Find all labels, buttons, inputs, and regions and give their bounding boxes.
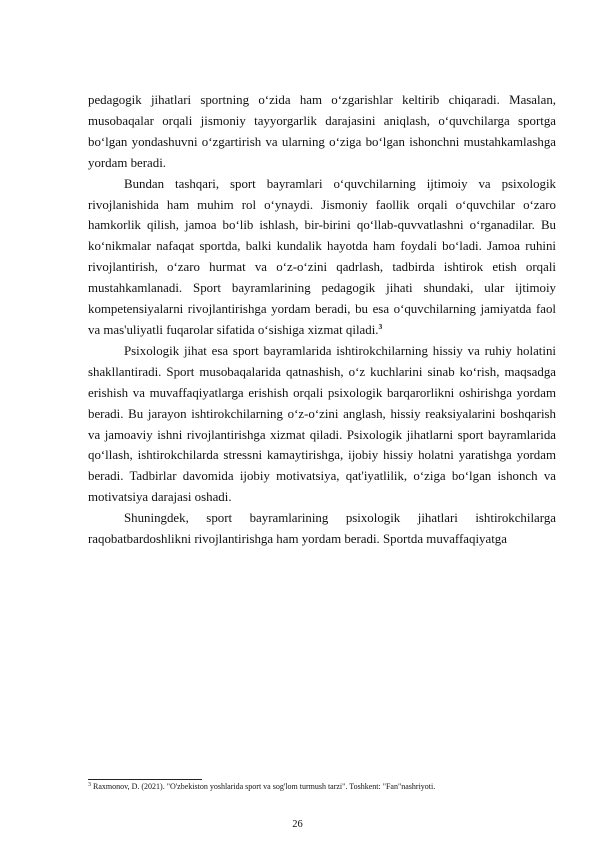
footnote-marker: 3 (88, 782, 91, 788)
footnote-reference[interactable]: 3 (378, 321, 383, 331)
page-number: 26 (292, 819, 303, 830)
body-text (88, 90, 556, 550)
paragraph-competitiveness: Shuningdek, sport bayramlarining psixologik jihatlari ishtirokchilarga raqobatbardoshlikni rivojlantirishga ham yordam beradi. Sportda muvaffaqiyatga (88, 511, 556, 547)
paragraph-psychological-aspect: Psixologik jihat esa sport bayramlarida ishtirokchilarning hissiy va ruhiy holatini shakllantiradi. Sport musobaqalarida qatnashish, o‘z kuchlarini sinab ko‘rish, maqsadga erishish va muvaffaqiyatlarga erishish orqali psixologik barqarorlikni oshirishga yordam beradi. Bu jarayon ishtirokchilarning o‘z-o‘zini anglash, hissiy reaksiyalarini boshqarish va jamoaviy ishni rivojlantirishga xizmat qiladi. Psixologik jihatlarni sport bayramlarida qo‘llash, ishtirokchilarda stressni kamaytirishga, ijobiy hissiy holatni yaratishga yordam beradi. Tadbirlar davomida ijobiy motivatsiya, qat'iyatlilik, o‘ziga bo‘lgan ishonch va motivatsiya darajasi oshadi. (88, 343, 556, 505)
paragraph-continuation: pedagogik jihatlari sportning o‘zida ham o‘zgarishlar keltirib chiqaradi. Masalan, musobaqalar orqali jismoniy tayyorgarlik darajasini aniqlash, o‘quvchilarga sportga bo‘lgan yondashuvni o‘zgartirish va ularning o‘ziga bo‘lgan ishonchni mustahkamlashga yordam beradi. (88, 93, 556, 170)
paragraph-social-development (88, 174, 556, 341)
footnote-text: Raxmonov, D. (2021). "O'zbekiston yoshlarida sport va sog'lom turmush tarzi". Toshkent: "Fan"nashriyoti. (91, 782, 436, 791)
footnote (88, 781, 558, 792)
footnote-divider (88, 779, 202, 780)
paragraph-text: Bundan tashqari, sport bayramlari o‘quvchilarning ijtimoiy va psixologik rivojlanishida ham muhim rol o‘ynaydi. Jismoniy faollik orqali o‘quvchilar o‘zaro hamkorlik qilish, jamoa bo‘lib ishlash, bir-birini qo‘llab-quvvatlashni o‘rganadilar. Bu ko‘nikmalar nafaqat sportda, balki kundalik hayotda ham foydali bo‘ladi. Jamoa ruhini rivojlantirish, o‘zaro hurmat va o‘z-o‘zini qadrlash, tadbirda ishtirok etish orqali mustahkamlanadi. Sport bayramlarining pedagogik jihati shundaki, ular ijtimoiy kompetensiyalarni rivojlantirishga yordam beradi, bu esa o‘quvchilarning jamiyatda faol va mas'uliyatli fuqarolar sifatida o‘sishiga xizmat qiladi. (88, 176, 556, 337)
